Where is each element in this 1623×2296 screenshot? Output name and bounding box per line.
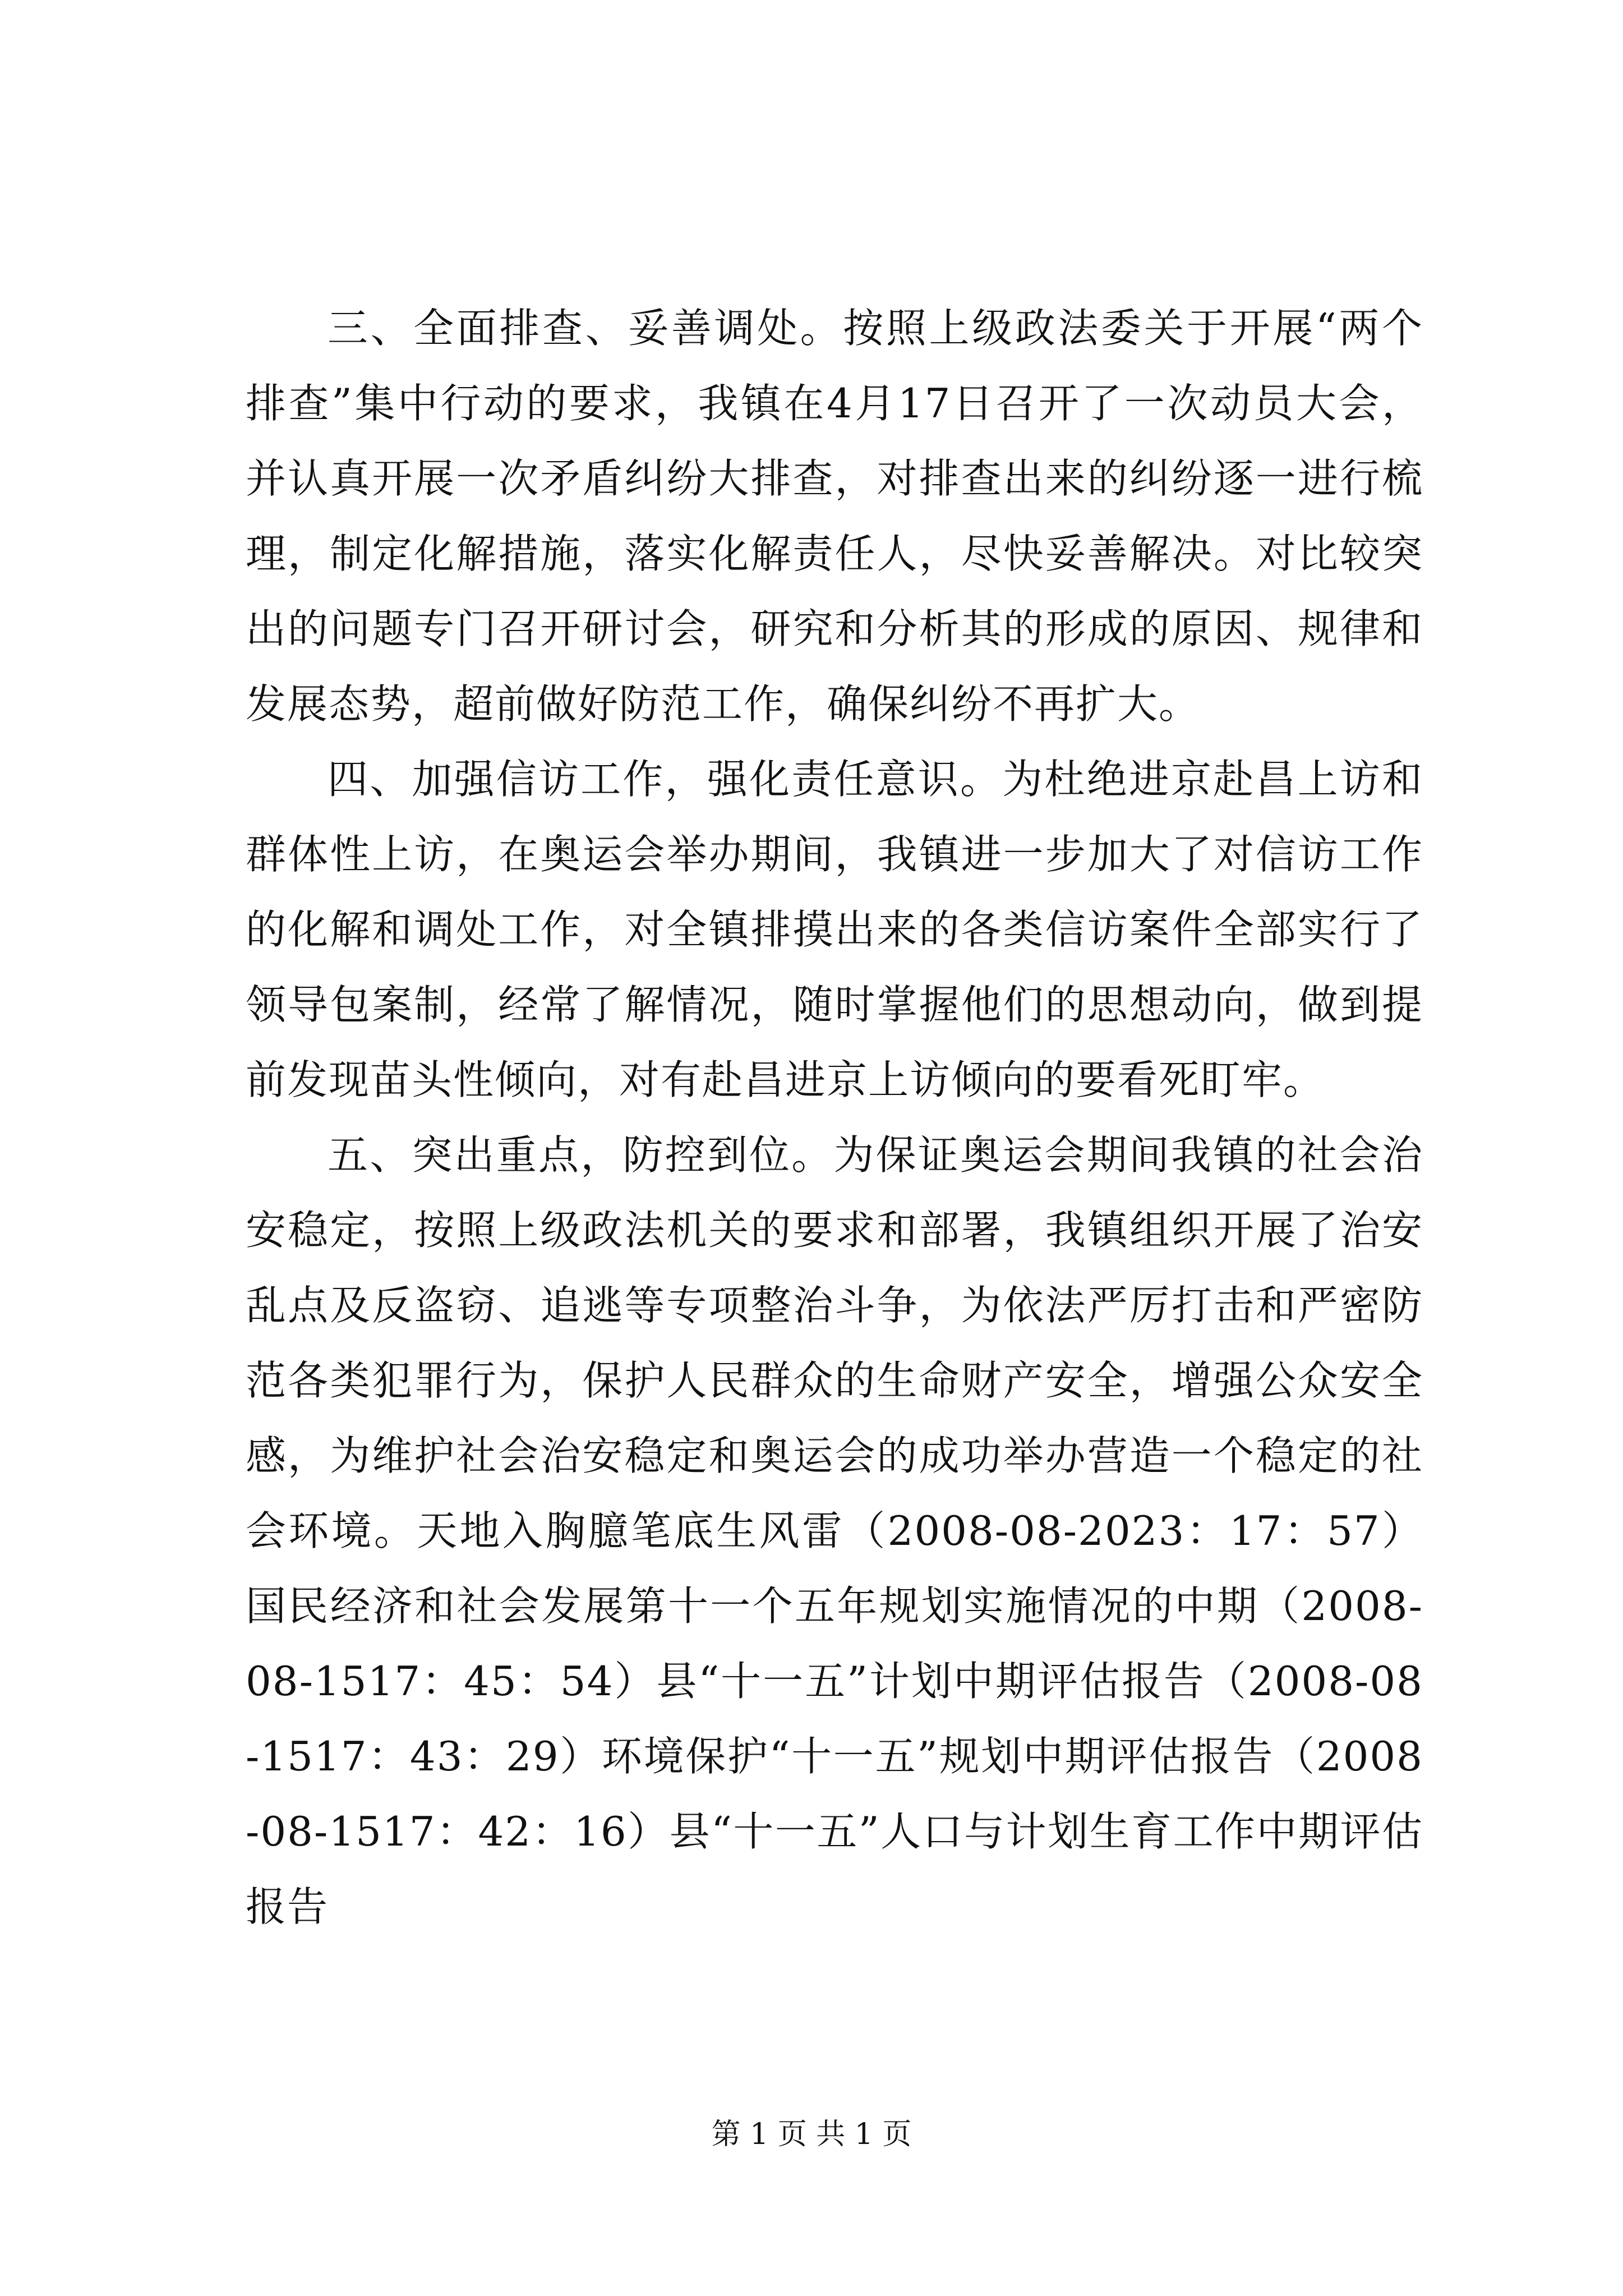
page-footer (0, 2115, 1623, 2154)
page-number: 第 1 页 共 1 页 (711, 2118, 912, 2151)
paragraph-five: 五、突出重点，防控到位。为保证奥运会期间我镇的社会治安稳定，按照上级政法机关的要求和部署，我镇组织开展了治安乱点及反盗窃、追逃等专项整治斗争，为依法严厉打击和严密防范各类犯罪行为，保护人民群众的生命财产安全，增强公众安全感，为维护社会治安稳定和奥运会的成功举办营造一个稳定的社会环境。天地入胸臆笔底生风雷（2008-08-2023：17：57）国民经济和社会发展第十一个五年规划实施情况的中期（2008-08-1517：45：54）县“十一五”计划中期评估报告（2008-08-1517：43：29）环境保护“十一五”规划中期评估报告（2008-08-1517：42：16）县“十一五”人口与计划生育工作中期评估报告 (246, 1131, 1423, 1930)
paragraph-four: 四、加强信访工作，强化责任意识。为杜绝进京赴昌上访和群体性上访，在奥运会举办期间，我镇进一步加大了对信访工作的化解和调处工作，对全镇排摸出来的各类信访案件全部实行了领导包案制，经常了解情况，随时掌握他们的思想动向，做到提前发现苗头性倾向，对有赴昌进京上访倾向的要看死盯牢。 (246, 756, 1423, 1103)
paragraph-three: 三、全面排查、妥善调处。按照上级政法委关于开展“两个排查”集中行动的要求，我镇在4月17日召开了一次动员大会，并认真开展一次矛盾纠纷大排查，对排查出来的纠纷逐一进行梳理，制定化解措施，落实化解责任人，尽快妥善解决。对比较突出的问题专门召开研讨会，研究和分析其的形成的原因、规律和发展态势，超前做好防范工作，确保纠纷不再扩大。 (246, 305, 1423, 728)
document-body (246, 291, 1423, 1944)
